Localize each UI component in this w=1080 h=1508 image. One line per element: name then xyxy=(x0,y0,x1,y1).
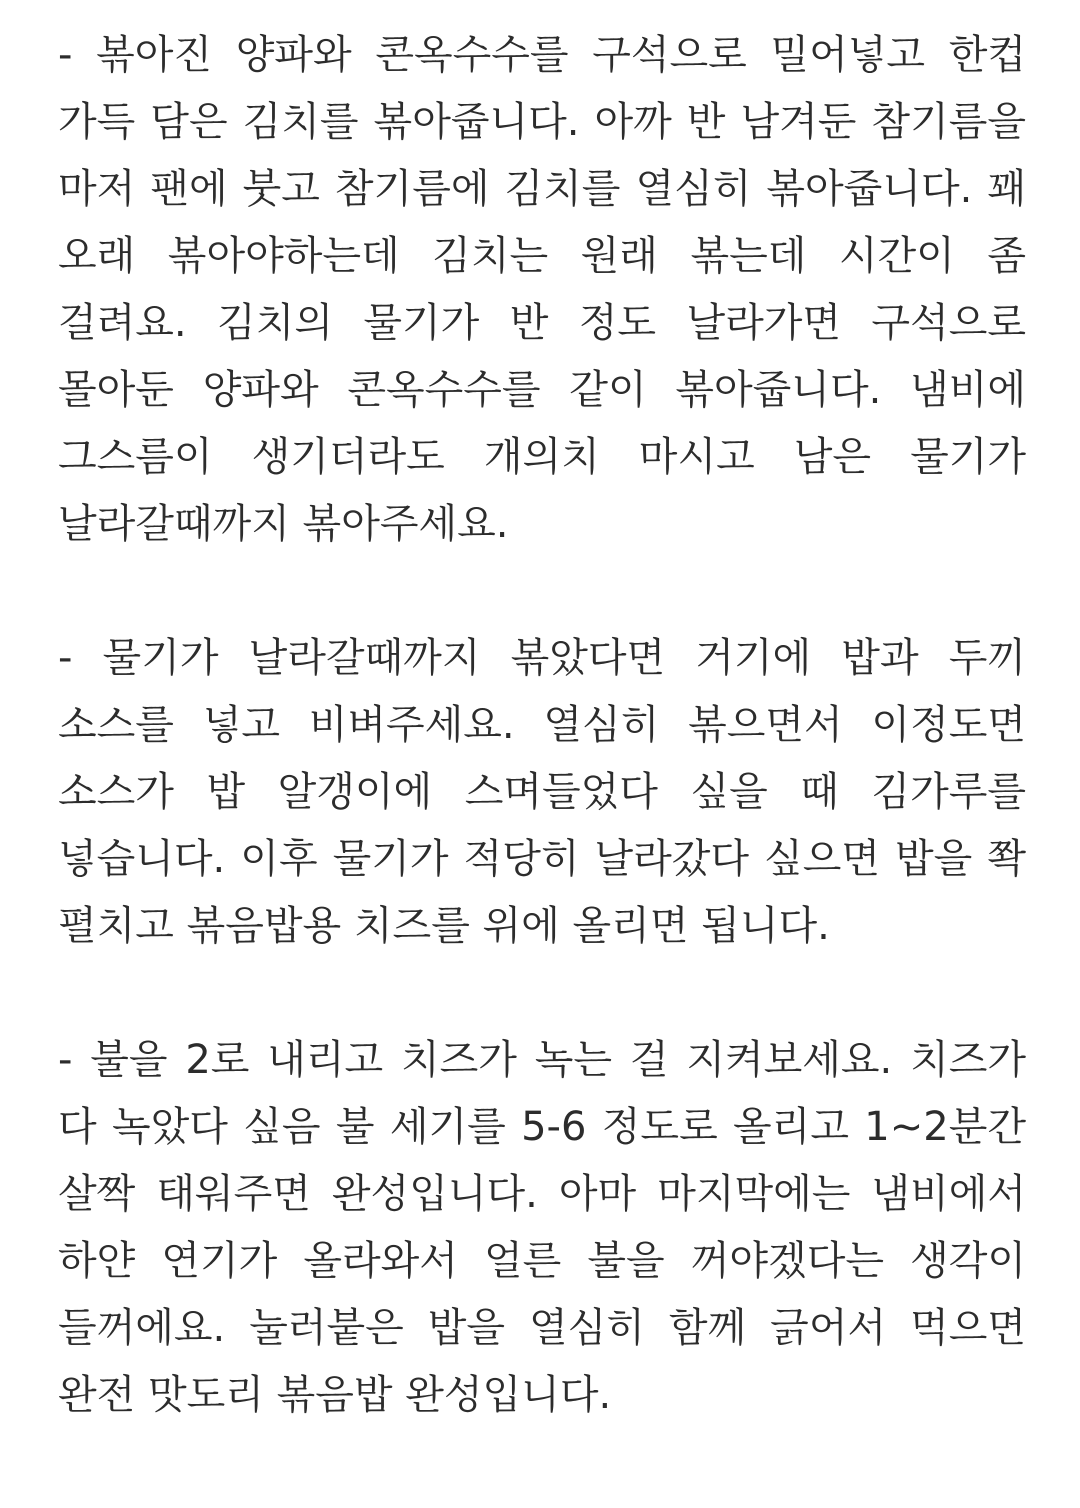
step-paragraph-rice-sauce: - 물기가 날라갈때까지 볶았다면 거기에 밥과 두끼 소스를 넣고 비벼주세요. 열심히 볶으면서 이정도면 소스가 밥 알갱이에 스며들었다 싶을 때 김가루를 넣습니다. 이후 물기가 적당히 날라갔다 싶으면 밥을 쫙 펼치고 볶음밥용 치즈를 위에 올리면 됩니다. xyxy=(58,635,1026,949)
recipe-text-body xyxy=(58,22,1026,1429)
step-paragraph-cheese-finish: - 불을 2로 내리고 치즈가 녹는 걸 지켜보세요. 치즈가 다 녹았다 싶음 불 세기를 5-6 정도로 올리고 1~2분간 살짝 태워주면 완성입니다. 아마 마지막에는 냄비에서 하얀 연기가 올라와서 얼른 불을 꺼야겠다는 생각이 들꺼에요. 눌러붙은 밥을 열심히 함께 긁어서 먹으면 완전 맛도리 볶음밥 완성입니다. xyxy=(58,1037,1026,1418)
step-paragraph-kimchi: - 볶아진 양파와 콘옥수수를 구석으로 밀어넣고 한컵 가득 담은 김치를 볶아줍니다. 아까 반 남겨둔 참기름을 마저 팬에 붓고 참기름에 김치를 열심히 볶아줍니다. 꽤 오래 볶아야하는데 김치는 원래 볶는데 시간이 좀 걸려요. 김치의 물기가 반 정도 날라가면 구석으로 몰아둔 양파와 콘옥수수를 같이 볶아줍니다. 냄비에 그스름이 생기더라도 개의치 마시고 남은 물기가 날라갈때까지 볶아주세요. xyxy=(58,32,1026,547)
